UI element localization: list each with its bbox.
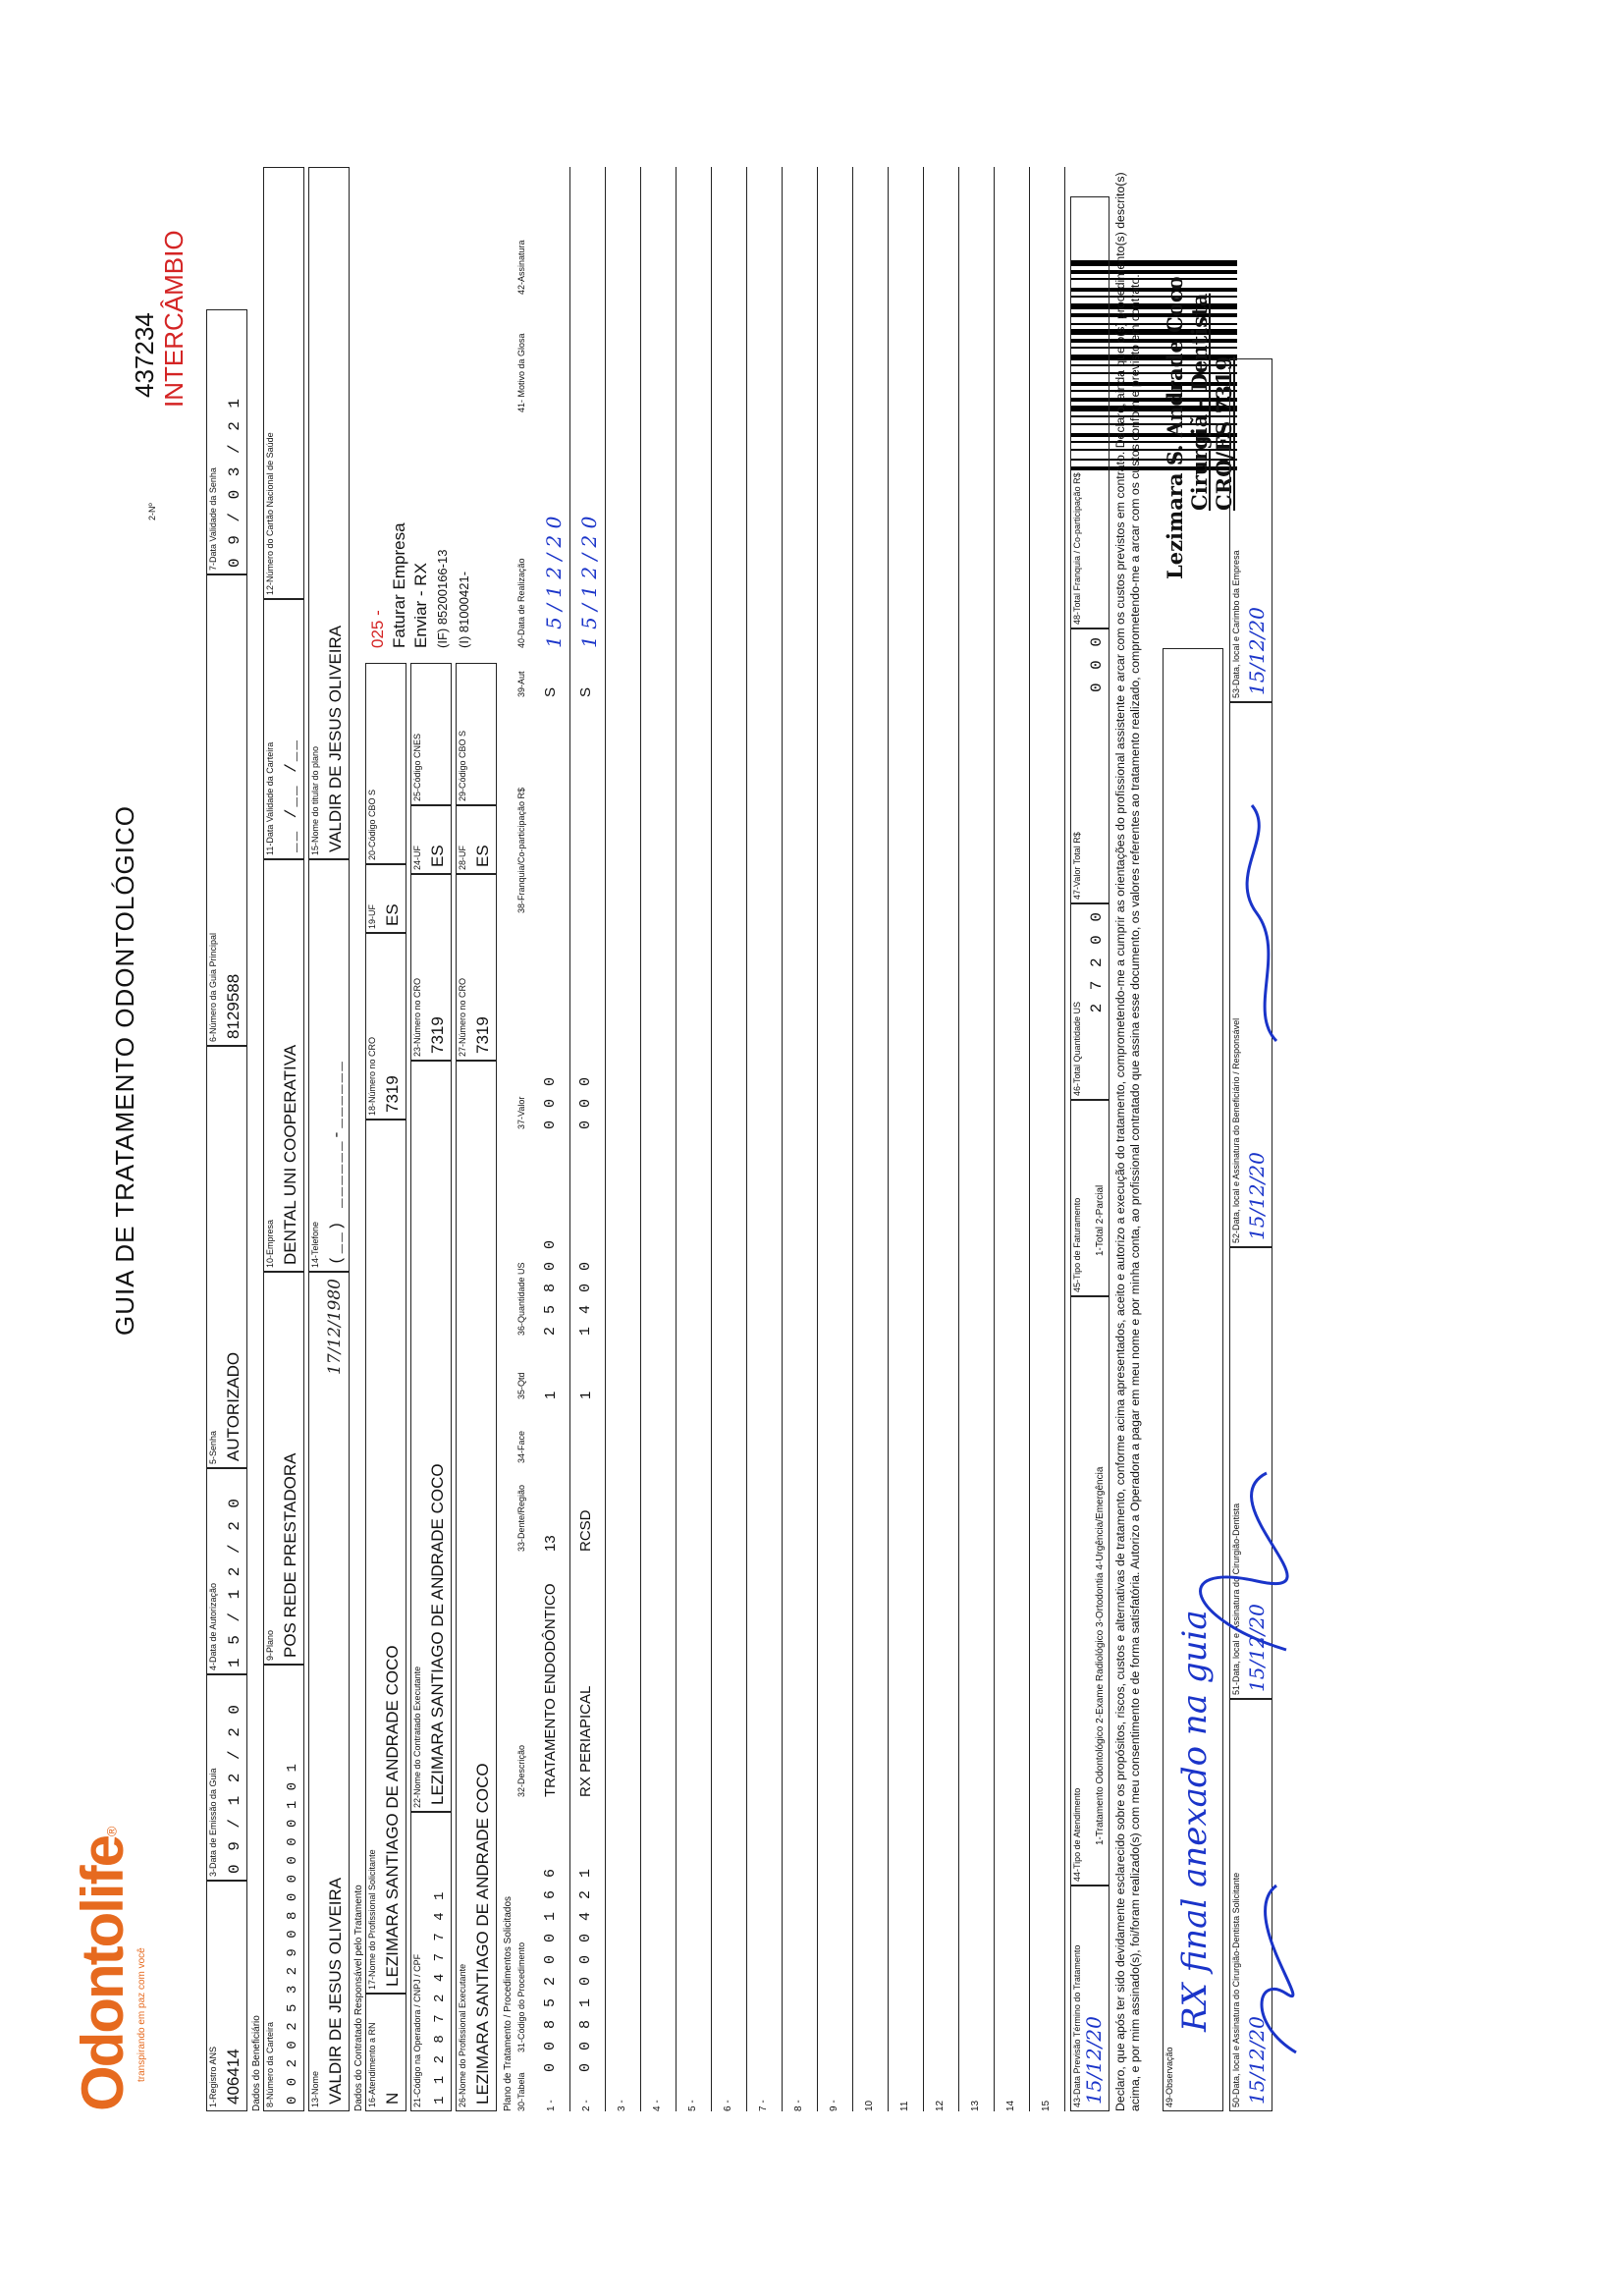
field-valor-total [1070,629,1110,903]
row-number: 2 - [581,2100,592,2111]
birth-date-handwritten: 17/12/1980 [325,1279,345,1375]
table-row [958,167,995,2111]
label: 18-Número no CRO [367,1036,377,1116]
row-number: 8 - [793,2100,804,2111]
procedure-code: 0 0 8 1 0 0 0 4 2 1 [577,1866,594,2072]
signature-drawing [1149,167,1286,2111]
field-telefone [308,859,350,1272]
col-header: 37-Valor [516,1096,526,1129]
row-number: 10 [864,2100,875,2111]
field-nome [308,1272,350,2111]
signature-stroke [1201,1473,1288,1650]
label: 11-Data Validade da Carteira [265,741,275,855]
table-row [852,167,889,2111]
row-number: 7 - [758,2100,769,2111]
col-header: 34-Face [516,1430,526,1463]
value: 15/12/20 [1245,1604,1269,1692]
value: AUTORIZADO [224,1351,243,1461]
field-cnes [410,663,452,805]
stamp-line: Lezimara S. Andrade Coco [1163,276,1187,579]
value: 7319 [428,1016,447,1054]
side-note-line: 025 - [368,610,387,648]
side-note-line: Faturar Empresa [390,522,408,648]
label: 47-Valor Total R$ [1072,832,1082,900]
quantity-us: 1 4 0 0 [577,1259,594,1336]
col-header: 42-Assinatura [516,240,526,295]
authorization: S [542,686,559,697]
label: 24-UF [412,845,422,870]
label: 50-Data, local e Assinatura do Cirurgião-Dentista Solicitante [1231,1872,1241,2107]
row-number: 6 - [723,2100,733,2111]
col-header: 39-Aut [516,671,526,697]
field-cartao-nacional [263,167,304,599]
quantity: 1 [542,1391,559,1399]
value: 1-Tratamento Odontológico 2-Exame Radiológico 3-Ortodontia 4-Urgência/Emergência [1095,1466,1106,1845]
field-numero-carteira [263,1665,304,2111]
row-number: 14 [1005,2100,1016,2111]
label: 5-Senha [208,1430,218,1464]
table-row [1029,167,1065,2111]
value: 7319 [473,1016,492,1054]
label: 53-Data, local e Carimbo da Empresa [1231,550,1241,698]
col-header: 36-Quantidade US [516,1262,526,1336]
col-header: 32-Descrição [516,1744,526,1797]
label: 9-Plano [265,1629,275,1661]
value: 15/12/20 [1245,1152,1269,1240]
field-tipo-faturamento [1070,1100,1110,1296]
value: 15/12/20 [1082,2016,1106,2105]
value: 1 5 / 1 2 / 2 0 [226,1496,244,1667]
field-prof-executante [456,1061,497,2111]
row-number: 9 - [829,2100,839,2111]
field-validade-senha [206,309,247,574]
procedure-description: RX PERIAPICAL [577,1685,594,1797]
value: ES [473,845,492,867]
field-titular [308,167,350,859]
label: 1-Registro ANS [208,2046,218,2107]
side-note-line: (I) 81000421- [457,571,471,648]
col-header: 38-Franquia/Co-participação R$ [516,787,526,913]
field-plano [263,1272,304,1665]
logo [69,1817,157,2111]
field-previsao [1070,1886,1110,2111]
field-total-us [1070,903,1110,1100]
stamp-line: CRO/ES 7319 [1212,355,1236,511]
label: 15-Nome do titular do plano [310,745,320,855]
field-uf-executante [410,805,452,874]
field-codigo-operadora [410,1812,452,2111]
label: 6-Número da Guia Principal [208,932,218,1042]
value: VALDIR DE JESUS OLIVEIRA [326,1877,345,2105]
col-header: 35-Qtd [516,1372,526,1399]
value: ES [383,903,402,926]
value: 0 0 2 0 2 5 3 2 9 0 8 0 0 0 0 0 1 0 1 [285,1763,300,2105]
label: 48-Total Franquia / Co-participação R$ [1072,472,1082,625]
table-row [923,167,959,2111]
value: ES [428,845,447,867]
section-contratado: Dados do Contratado Responsável pelo Tratamento [353,1885,364,2111]
procedures-table [516,167,1066,2111]
label: 28-UF [458,845,467,870]
field-registro-ans [206,1881,247,2111]
label: 22-Nome do Contratado Executante [412,1666,422,1808]
field-atendimento-rn [365,1994,406,2111]
logo-text: Odontolife [70,1836,135,2111]
table-row [711,167,747,2111]
field-cro-solicitante [365,933,406,1120]
row-number: 13 [970,2100,981,2111]
guide-number: 437234 [130,312,159,398]
value: LEZIMARA SANTIAGO DE ANDRADE COCO [473,1763,492,2105]
value: DENTAL UNI COOPERATIVA [281,1044,299,1265]
table-row [782,167,818,2111]
field-guia-principal [206,574,247,1046]
label: 44-Tipo de Atendimento [1072,1787,1082,1882]
field-senha [206,1046,247,1468]
tooth-region: RCSD [577,1509,594,1552]
signature-stroke [1247,805,1276,1041]
value: __ /__ /__ [283,738,300,852]
value: VALDIR DE JESUS OLIVEIRA [326,625,345,852]
label: 29-Código CBO S [458,730,467,801]
label: 20-Código CBO S [367,789,377,860]
side-note-line: Enviar - RX [411,563,430,648]
table-row [569,167,606,2111]
field-cbo-executante [456,663,497,805]
value: 0 0 0 [1088,635,1106,693]
form-title: GUIA DE TRATAMENTO ODONTOLÓGICO [110,805,139,1336]
table-row [817,167,853,2111]
field-contratado-executante [410,1061,452,1812]
field-data-autorizacao [206,1468,247,1674]
section-beneficiario: Dados do Beneficiário [251,2015,262,2111]
field-data-emissao [206,1674,247,1881]
value: 15/12/20 [1245,607,1269,695]
realization-date: 1 5 / 1 2 / 2 0 [542,516,566,648]
row-number: 12 [935,2100,946,2111]
label: 10-Empresa [265,1219,275,1268]
value: (__) ______-______ [328,1060,346,1265]
field-cro-prof-executante [456,874,497,1061]
quantity: 1 [577,1391,594,1399]
label: 23-Número no CRO [412,977,422,1057]
guide-number-label: 2-Nº [147,503,157,520]
label: 3-Data de Emissão da Guia [208,1768,218,1877]
signature-stroke [1262,1886,1296,2052]
field-validade-carteira [263,599,304,859]
label: 52-Data, local e Assinatura do Beneficiário / Responsável [1231,1017,1241,1243]
guide-type: INTERCÂMBIO [159,230,189,408]
field-uf-solicitante [365,864,406,933]
section-procedures: Plano de Tratamento / Procedimentos Solicitados [503,1895,514,2111]
table-row [605,167,641,2111]
label: 43-Data Previsão Término do Tratamento [1072,1944,1082,2107]
row-number: 1 - [546,2100,557,2111]
row-number: 4 - [652,2100,663,2111]
label: 46-Total Quantidade US [1072,1001,1082,1096]
label: 25-Código CNES [412,733,422,801]
table-row [994,167,1030,2111]
row-number: 11 [899,2101,910,2111]
field-uf-prof-executante [456,805,497,874]
label: 19-UF [367,903,377,929]
table-row [676,167,712,2111]
side-note-line: (IF) 85200166-13 [435,549,450,648]
row-number: 15 [1041,2100,1052,2111]
value: 0 9 / 0 3 / 2 1 [226,396,244,568]
field-franquia-total [1070,196,1110,629]
logo-registered: ® [103,1826,120,1837]
col-header: 30-Tabela [516,2072,526,2111]
col-header: 40-Data de Realização [516,558,526,648]
value: 2 7 2 0 0 [1088,910,1106,1013]
value: RX final anexado na guia [1175,1610,1215,2032]
field-prof-solicitante [365,1120,406,1994]
value: N [383,2092,402,2105]
value: 406414 [224,2049,243,2105]
value: 8129588 [224,973,243,1039]
row-number: 3 - [617,2100,627,2111]
field-cro-executante [410,874,452,1061]
logo-tagline: transpirando em paz com você [136,1947,147,2082]
tooth-region: 13 [542,1535,559,1552]
col-header: 41- Motivo da Glosa [516,333,526,412]
value: 1-Total 2-Parcial [1095,1184,1106,1256]
quantity-us: 2 5 8 0 0 [542,1237,559,1336]
label: 13-Nome [310,2070,320,2107]
guide-form [70,167,1345,2111]
procedure-code: 0 0 8 5 2 0 0 1 6 6 [542,1866,559,2072]
value: 0 0 0 [577,1074,594,1129]
realization-date: 1 5 / 1 2 / 2 0 [577,516,601,648]
field-cbo-solicitante [365,663,406,864]
value: LEZIMARA SANTIAGO DE ANDRADE COCO [383,1645,402,1987]
label: 27-Número no CRO [458,977,467,1057]
table-row [746,167,783,2111]
procedure-description: TRATAMENTO ENDODÔNTICO [542,1583,559,1797]
value: 15/12/20 [1245,2016,1269,2105]
authorization: S [577,686,594,697]
label: 45-Tipo de Faturamento [1072,1197,1082,1292]
label: 21-Código na Operadora / CNPJ / CPF [412,1953,422,2107]
field-tipo-atendimento [1070,1296,1110,1886]
stamp-line: Cirurgiã - Dentista [1187,293,1212,511]
value: 0 0 0 [542,1074,559,1129]
label: 49-Observação [1164,2047,1174,2107]
value: 7319 [383,1075,402,1113]
label: 17-Nome do Profissional Solicitante [367,1849,377,1990]
label: 4-Data de Autorização [208,1582,218,1670]
value: 1 1 2 8 7 2 4 7 7 4 1 [432,1889,448,2105]
declaration-text: Declaro, que após ter sido devidamente esclarecido sobre os propósitos, riscos, custos e alternativas de tratamento, conforme acima apresentados, aceito e autorizo a execução do tratamento, comprometendo-me a cumprir as orientações do profissional assistente e arcar com os custos previstos em contrato. Declaro, ainda que o(s) procedimento(s) descrito(s) acima, e por mim assinado(s), foi/foram realizado(s) com meu consentimento e de forma satisfatória. Autorizo a Operadora a pagar em meu nome e por minha conta, ao profissional contratado que assina esse documento, os valores referentes ao tratamento realizado, comprometendo-me a arcar com os custos conforme previsto em contrato. [1113,172,1142,2111]
row-number: 5 - [687,2100,698,2111]
col-header: 31-Código do Procedimento [516,1941,526,2052]
value: POS REDE PRESTADORA [281,1452,299,1658]
table-row [534,167,570,2111]
label: 12-Número do Cartão Nacional de Saúde [265,432,275,595]
label: 16-Atendimento a RN [367,2022,377,2107]
label: 14-Telefone [310,1221,320,1268]
value: LEZIMARA SANTIAGO DE ANDRADE COCO [428,1463,447,1805]
label: 26-Nome do Profissional Executante [458,1963,467,2107]
label: 8-Número da Carteira [265,2021,275,2107]
table-row [888,167,924,2111]
field-empresa [263,859,304,1272]
table-row [640,167,677,2111]
label: 7-Data Validade da Senha [208,467,218,571]
side-note [367,354,475,648]
label: 51-Data, local e Assinatura do Cirurgião-Dentista [1231,1503,1241,1695]
procedures-header [516,167,534,2111]
value: 0 9 / 1 2 / 2 0 [226,1702,244,1874]
col-header: 33-Dente/Região [516,1484,526,1552]
